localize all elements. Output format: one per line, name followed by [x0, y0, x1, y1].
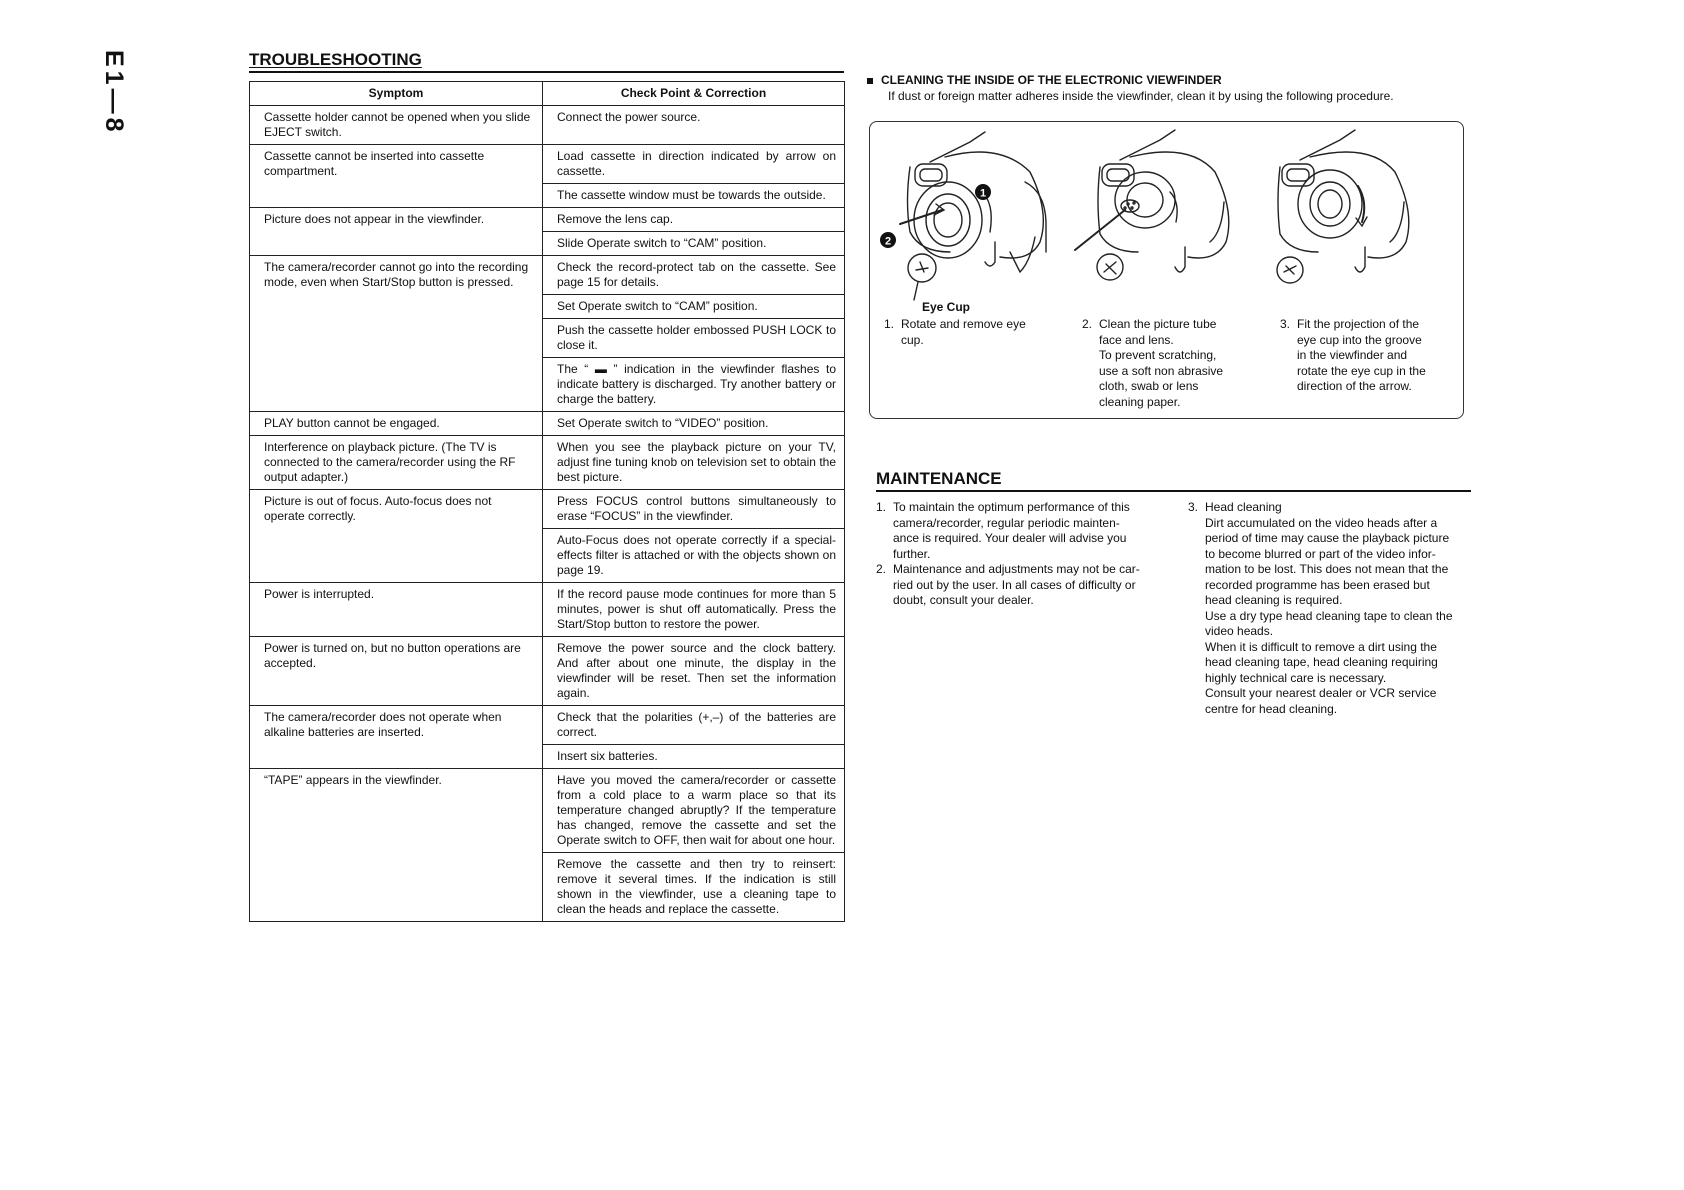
step-line: Clean the picture tube — [1099, 317, 1217, 331]
step-line: Fit the projection of the — [1297, 317, 1420, 331]
cleaning-step-3 — [1280, 317, 1455, 395]
table-row — [250, 145, 845, 184]
table-row — [250, 412, 845, 436]
cleaning-heading — [867, 73, 1222, 87]
item-number: 1. — [876, 500, 887, 514]
item-line: ried out by the user. In all cases of difficulty or — [893, 577, 1136, 592]
cleaning-heading-text: CLEANING THE INSIDE OF THE ELECTRONIC VIEWFINDER — [881, 73, 1222, 87]
step-line: cleaning paper. — [1099, 394, 1181, 409]
check-cell: The “ ▬ ” indication in the viewfinder flashes to indicate battery is discharged. Try another battery or charge the battery. — [543, 358, 845, 412]
item-line: To maintain the optimum performance of this — [893, 500, 1130, 514]
item-line: Head cleaning — [1205, 500, 1282, 514]
figure-2-camera — [1075, 130, 1229, 280]
callout-1-label: 1 — [979, 187, 987, 200]
step-line: To prevent scratching, — [1099, 348, 1217, 362]
step-line: cloth, swab or lens — [1099, 379, 1199, 393]
item-line: head cleaning is required. — [1205, 593, 1343, 607]
symptom-cell: Power is interrupted. — [250, 583, 543, 637]
check-cell: The cassette window must be towards the outside. — [543, 184, 845, 208]
check-cell: Remove the cassette and then try to reinsert: remove it several times. If the indication is still shown in the viewfinder, use a cleaning tape to clean the heads and replace the cassette. — [543, 853, 845, 922]
table-row — [250, 769, 845, 853]
symptom-cell: Cassette cannot be inserted into cassette compartment. — [250, 145, 543, 208]
check-cell: Insert six batteries. — [543, 745, 845, 769]
item-line: period of time may cause the playback picture — [1205, 531, 1450, 545]
maintenance-column-left — [876, 500, 1159, 609]
item-line: centre for head cleaning. — [1205, 701, 1338, 716]
check-cell: Have you moved the camera/recorder or cassette from a cold place to a warm place so that its temperature changed abruptly? If the temperature has changed, remove the cassette and set the Operate switch to OFF, then wait for about one hour. — [543, 769, 845, 853]
table-row — [250, 208, 845, 232]
maintenance-title: MAINTENANCE — [876, 469, 1002, 488]
symptom-cell: The camera/recorder cannot go into the recording mode, even when Start/Stop button is pressed. — [250, 256, 543, 412]
item-line: ance is required. Your dealer will advise you — [893, 531, 1127, 545]
troubleshooting-table — [249, 81, 845, 922]
check-cell: Remove the lens cap. — [543, 208, 845, 232]
title-rule — [876, 490, 1471, 492]
check-header: Check Point & Correction — [543, 82, 845, 106]
item-line: doubt, consult your dealer. — [893, 593, 1034, 607]
item-line: highly technical care is necessary. — [1205, 670, 1387, 685]
item-line: camera/recorder, regular periodic mainten- — [893, 515, 1120, 530]
step-line: face and lens. — [1099, 332, 1174, 347]
symptom-cell: Picture does not appear in the viewfinder. — [250, 208, 543, 256]
step-line: use a soft non abrasive — [1099, 363, 1224, 378]
step-line: eye cup into the groove — [1297, 332, 1422, 347]
item-line: Use a dry type head cleaning tape to clean the — [1205, 608, 1453, 623]
item-line: mation to be lost. This does not mean that the — [1205, 562, 1449, 576]
symptom-cell: The camera/recorder does not operate when alkaline batteries are inserted. — [250, 706, 543, 769]
check-cell: Press FOCUS control buttons simultaneously to erase “FOCUS” in the viewfinder. — [543, 490, 845, 529]
bullet-square — [867, 78, 873, 84]
callout-2-label: 2 — [884, 235, 892, 248]
item-line: further. — [893, 546, 931, 561]
item-line: Dirt accumulated on the video heads after a — [1205, 515, 1438, 530]
symptom-cell: “TAPE” appears in the viewfinder. — [250, 769, 543, 922]
check-cell: Set Operate switch to “CAM” position. — [543, 295, 845, 319]
table-row — [250, 436, 845, 490]
step-number: 2. — [1082, 317, 1093, 331]
check-cell: Load cassette in direction indicated by arrow on cassette. — [543, 145, 845, 184]
item-line: to become blurred or part of the video infor- — [1205, 546, 1436, 561]
item-line: When it is difficult to remove a dirt using the — [1205, 639, 1437, 654]
check-cell: Slide Operate switch to “CAM” position. — [543, 232, 845, 256]
step-line: in the viewfinder and — [1297, 348, 1408, 362]
symptom-header: Symptom — [250, 82, 543, 106]
item-number: 2. — [876, 562, 887, 576]
item-line: Consult your nearest dealer or VCR service — [1205, 686, 1437, 700]
table-row — [250, 490, 845, 529]
maintenance-item-1 — [876, 500, 1159, 562]
cleaning-step-1 — [884, 317, 1054, 348]
cleaning-step-2 — [1082, 317, 1252, 410]
check-cell: Auto-Focus does not operate correctly if a special-effects filter is attached or with the objects shown on page 19. — [543, 529, 845, 583]
cleaning-intro: If dust or foreign matter adheres inside the viewfinder, clean it by using the following procedure. — [888, 89, 1394, 103]
check-cell: If the record pause mode continues for more than 5 minutes, power is shut off automatically. Press the Start/Stop button to restore the power. — [543, 583, 845, 637]
item-line: video heads. — [1205, 624, 1274, 638]
step-number: 1. — [884, 317, 895, 331]
check-cell: Connect the power source. — [543, 106, 845, 145]
symptom-cell: PLAY button cannot be engaged. — [250, 412, 543, 436]
maintenance-item-2 — [876, 562, 1159, 609]
table-row — [250, 706, 845, 745]
check-cell: Set Operate switch to “VIDEO” position. — [543, 412, 845, 436]
symptom-cell: Interference on playback picture. (The TV is connected to the camera/recorder using the RF output adapter.) — [250, 436, 543, 490]
table-row — [250, 637, 845, 706]
title-rule — [249, 71, 844, 73]
check-cell: Push the cassette holder embossed PUSH LOCK to close it. — [543, 319, 845, 358]
step-line: Rotate and remove eye — [901, 317, 1026, 331]
check-cell: When you see the playback picture on your TV, adjust fine tuning knob on television set to obtain the best picture. — [543, 436, 845, 490]
cleaning-figure-box — [869, 121, 1464, 419]
table-row — [250, 583, 845, 637]
item-number: 3. — [1188, 500, 1199, 514]
figure-1-camera — [900, 132, 1046, 300]
step-number: 3. — [1280, 317, 1291, 331]
symptom-cell: Picture is out of focus. Auto-focus does not operate correctly. — [250, 490, 543, 583]
item-line: recorded programme has been erased but — [1205, 577, 1430, 592]
check-cell: Check that the polarities (+,–) of the batteries are correct. — [543, 706, 845, 745]
maintenance-column-right — [1188, 500, 1473, 717]
symptom-cell: Power is turned on, but no button operations are accepted. — [250, 637, 543, 706]
step-line: direction of the arrow. — [1297, 379, 1412, 393]
table-row — [250, 256, 845, 295]
figure-3-camera — [1277, 130, 1409, 283]
symptom-cell: Cassette holder cannot be opened when you slide EJECT switch. — [250, 106, 543, 145]
eye-cup-label: Eye Cup — [922, 300, 971, 314]
maintenance-item-3 — [1188, 500, 1473, 717]
check-cell: Check the record-protect tab on the cassette. See page 15 for details. — [543, 256, 845, 295]
step-line: cup. — [901, 332, 924, 347]
page-number: E1—8 — [100, 50, 128, 136]
item-line: head cleaning tape, head cleaning requiring — [1205, 655, 1438, 669]
step-line: rotate the eye cup in the — [1297, 363, 1426, 378]
check-cell: Remove the power source and the clock battery. And after about one minute, the display in the viewfinder will be reset. Then set the information again. — [543, 637, 845, 706]
table-row — [250, 106, 845, 145]
item-line: Maintenance and adjustments may not be car- — [893, 562, 1140, 576]
troubleshooting-title: TROUBLESHOOTING — [249, 50, 422, 69]
